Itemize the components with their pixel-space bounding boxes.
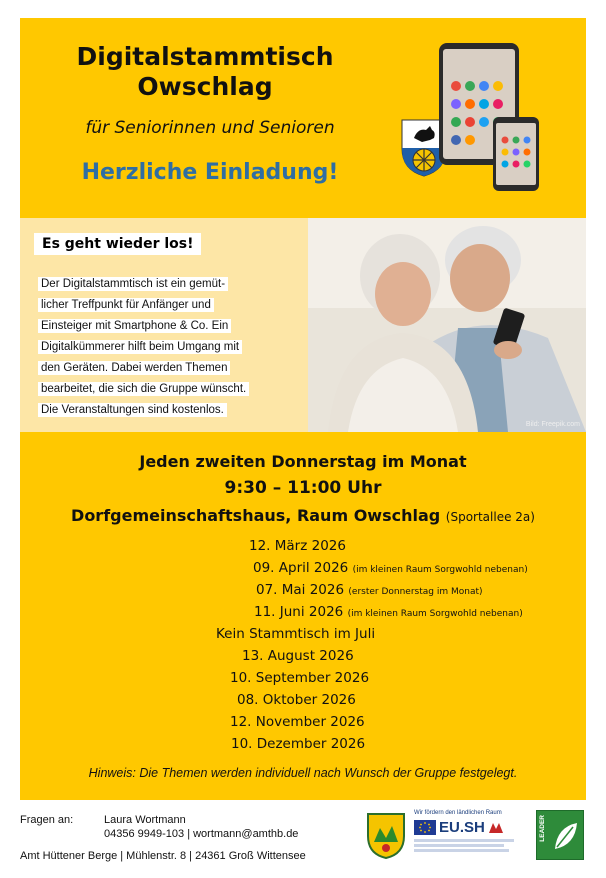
- eu-tagline: Wir fördern den ländlichen Raum: [414, 810, 502, 816]
- eu-sh-label: EU.SH: [439, 819, 485, 836]
- eu-flag-icon: [414, 820, 436, 835]
- leader-logo: [536, 810, 584, 860]
- topics-hint: Hinweis: Die Themen werden individuell nach Wunsch der Gruppe festgelegt.: [88, 766, 518, 780]
- header-section: [20, 18, 586, 218]
- date-note: (erster Donnerstag im Monat): [348, 587, 483, 597]
- amt-coat-of-arms-icon: [366, 812, 406, 860]
- intro-section: [20, 218, 586, 432]
- intro-line: bearbeitet, die sich die Gruppe wünscht.: [38, 382, 249, 396]
- seniors-illustration-icon: [308, 218, 586, 432]
- date-note: (im kleinen Raum Sorgwohld nebenan): [347, 609, 523, 619]
- intro-description: [38, 274, 288, 421]
- intro-heading: Es geht wieder los!: [34, 233, 201, 255]
- leaf-icon: [551, 819, 581, 853]
- date-text: 10. September 2026: [230, 670, 370, 686]
- intro-line: Digitalkümmerer hilft beim Umgang mit: [38, 340, 242, 354]
- date-text: 07. Mai 2026: [256, 582, 345, 598]
- date-item: [242, 648, 354, 664]
- page-title: [60, 42, 350, 102]
- title-line-2: Owschlag: [137, 72, 273, 101]
- photo-credit: Bild: Freepik.com: [525, 421, 580, 428]
- location-address: (Sportallee 2a): [445, 510, 535, 524]
- date-item: [230, 714, 365, 730]
- date-text: 08. Oktober 2026: [237, 692, 356, 708]
- date-item: [249, 538, 346, 554]
- date-text: 12. März 2026: [249, 538, 346, 554]
- date-item: [231, 736, 365, 752]
- date-text: 11. Juni 2026: [254, 604, 344, 620]
- eu-sh-logo: [414, 810, 528, 862]
- seniors-photo: [308, 218, 586, 432]
- date-text: Kein Stammtisch im Juli: [216, 626, 376, 642]
- date-text: 09. April 2026: [253, 560, 349, 576]
- intro-line: licher Treffpunkt für Anfänger und: [38, 298, 214, 312]
- intro-line: Die Veranstaltungen sind kostenlos.: [38, 403, 227, 417]
- schedule-location: [20, 506, 586, 525]
- date-note: (im kleinen Raum Sorgwohld nebenan): [352, 565, 528, 575]
- date-item: [237, 692, 356, 708]
- date-text: 13. August 2026: [242, 648, 354, 664]
- schedule-section: [20, 432, 586, 800]
- sh-lions-icon: [488, 821, 504, 835]
- footer: [20, 808, 586, 872]
- intro-line: Einsteiger mit Smartphone & Co. Ein: [38, 319, 231, 333]
- title-line-1: Digitalstammtisch: [76, 42, 334, 71]
- contact-details: 04356 9949-103 | wortmann@amthb.de: [104, 828, 299, 840]
- date-item: [253, 560, 528, 576]
- office-address: Amt Hüttener Berge | Mühlenstr. 8 | 24361 Groß Wittensee: [20, 850, 306, 862]
- contact-name: Laura Wortmann: [104, 814, 186, 826]
- date-item: [254, 604, 523, 620]
- intro-line: Der Digitalstammtisch ist ein gemüt-: [38, 277, 228, 291]
- date-item: [256, 582, 483, 598]
- leader-label: LEADER: [539, 815, 546, 842]
- contact-label: Fragen an:: [20, 814, 74, 826]
- location-name: Dorfgemeinschaftshaus, Raum Owschlag: [71, 506, 441, 525]
- invitation-heading: Herzliche Einladung!: [81, 160, 339, 185]
- date-text: 12. November 2026: [230, 714, 365, 730]
- smartphone-icon: [492, 116, 540, 192]
- date-item: [216, 626, 375, 642]
- subtitle: für Seniorinnen und Senioren: [85, 118, 335, 138]
- date-text: 10. Dezember 2026: [231, 736, 366, 752]
- schedule-time: 9:30 – 11:00 Uhr: [224, 478, 382, 498]
- date-item: [230, 670, 369, 686]
- schedule-frequency: Jeden zweiten Donnerstag im Monat: [139, 452, 467, 471]
- intro-line: den Geräten. Dabei werden Themen: [38, 361, 230, 375]
